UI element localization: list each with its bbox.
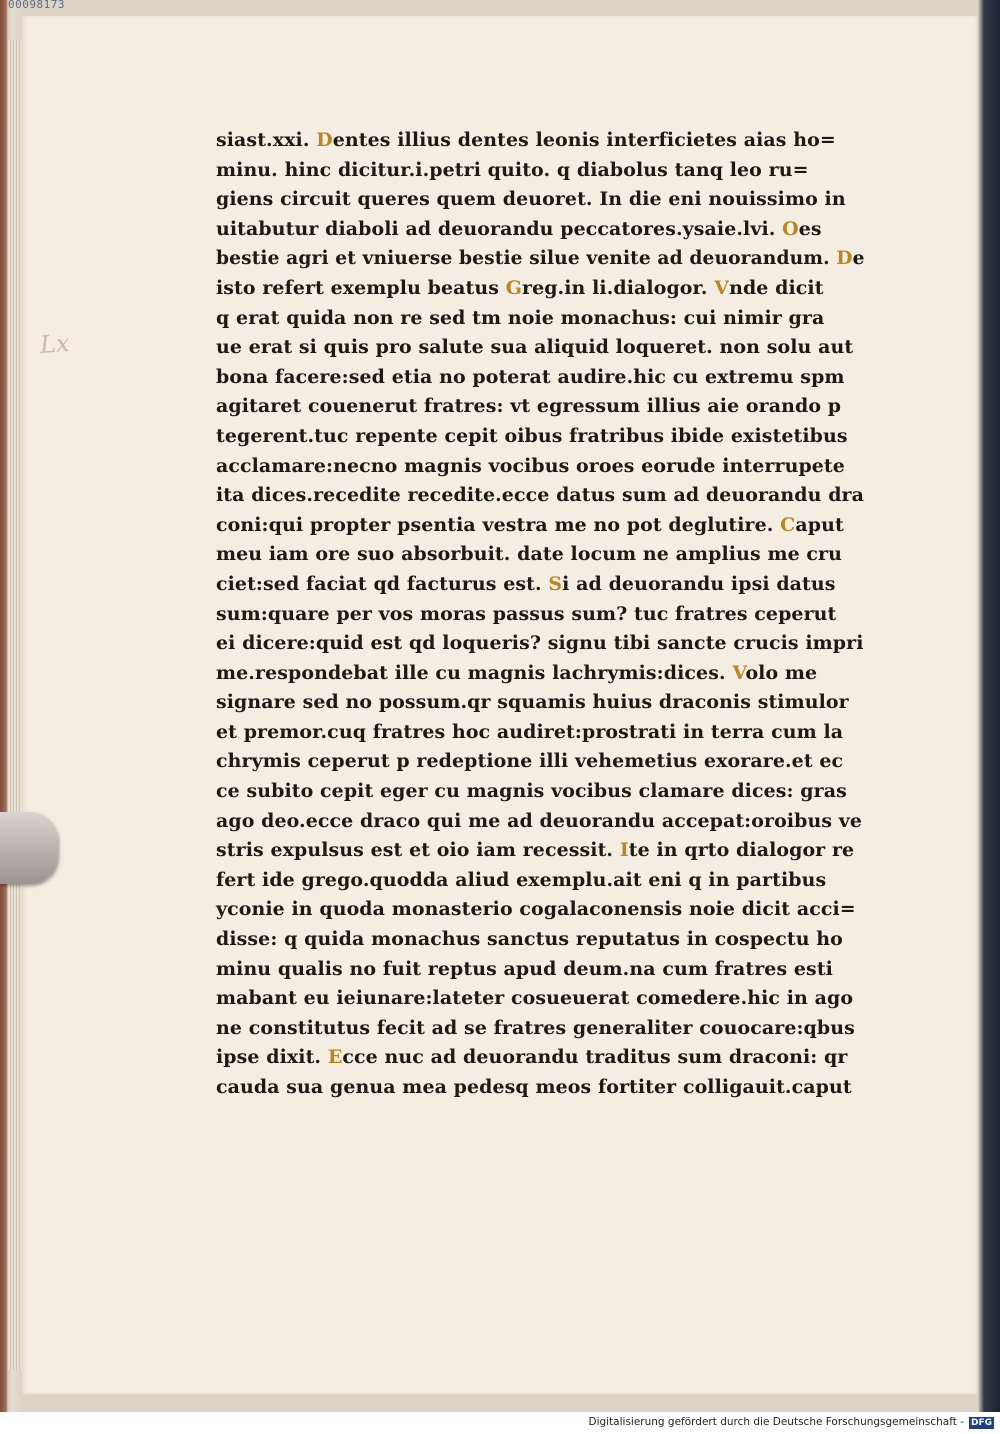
- text-segment: ei dicere:quid est qd loqueris? signu tibi sancte crucis impri: [216, 632, 864, 655]
- text-line: [216, 600, 864, 630]
- text-line: [216, 452, 864, 482]
- rubricated-initial: S: [548, 572, 563, 595]
- rubricated-initial: O: [782, 217, 799, 240]
- text-line: [216, 304, 864, 334]
- text-line: [216, 925, 864, 955]
- text-line: [216, 629, 864, 659]
- text-line: [216, 747, 864, 777]
- text-segment: giens circuit queres quem deuoret. In die eni nouissimo in: [216, 188, 846, 211]
- text-line: [216, 1043, 864, 1073]
- text-segment: es: [798, 217, 822, 240]
- text-segment: entes illius dentes leonis interficietes aias ho=: [332, 129, 836, 151]
- dfg-logo: DFG: [970, 1418, 992, 1428]
- text-line: [216, 807, 864, 837]
- text-line: [216, 777, 864, 807]
- text-line: [216, 895, 864, 925]
- text-segment: meu iam ore suo absorbuit. date locum ne amplius me cru: [216, 543, 843, 566]
- text-line: [216, 274, 864, 304]
- scan-id: 00098173: [8, 0, 65, 11]
- text-segment: inc dicitur.i.petri quito. q diabolus tanq leo ru=: [298, 158, 809, 181]
- text-segment: ita dices.recedite recedite.ecce datus sum ad deuorandu dra: [216, 484, 865, 507]
- text-line: [216, 244, 865, 274]
- text-segment: siast.xxi.: [216, 129, 317, 151]
- text-segment: minu qualis no fuit reptus apud deum.na cum fratres esti: [216, 957, 833, 980]
- rubricated-initial: V: [732, 661, 746, 684]
- text-line: [216, 333, 864, 363]
- text-segment: stris expulsus est et oio iam recessit.: [216, 839, 620, 862]
- text-segment: bona facere:sed etia no poterat audire.hic cu extremu spm: [216, 365, 845, 388]
- text-segment: ago deo.ecce draco qui me ad deuorandu accepat:oroibus ve: [216, 809, 863, 832]
- text-segment: chrymis ceperut p redeptione illi vehemetius exorare.et ec: [216, 750, 844, 773]
- text-segment: signare sed no possum.qr squamis huius draconis stimulor: [216, 691, 849, 714]
- text-segment: ue erat si quis pro salute sua aliquid loqueret. non solu aut: [216, 336, 854, 359]
- text-line: [216, 718, 864, 748]
- text-line: [216, 540, 864, 570]
- text-segment: minu.: [216, 158, 285, 181]
- text-segment: e: [852, 247, 865, 270]
- text-line: [216, 185, 864, 215]
- page-edges: [8, 40, 22, 1370]
- book-clasp: [0, 812, 58, 884]
- rubricated-initial: D: [836, 247, 853, 270]
- book-edge-right: [978, 0, 1000, 1412]
- text-segment: mabant eu ieiunare:lateter cosueuerat comedere.hic in ago: [216, 987, 854, 1010]
- footer-bar: [0, 1412, 1000, 1434]
- text-line: [216, 363, 864, 393]
- text-segment: reg.in li.dialogor.: [521, 276, 715, 299]
- text-segment: aput: [795, 513, 844, 536]
- text-line: [216, 126, 864, 156]
- text-line: [216, 481, 864, 511]
- text-line: [216, 511, 864, 541]
- text-segment: bestie agri et vniuerse bestie silue venite ad deuorandum.: [216, 247, 837, 270]
- text-line: [216, 836, 864, 866]
- text-line: [216, 955, 864, 985]
- rubricated-initial: G: [505, 276, 522, 299]
- text-segment: i ad deuorandu ipsi datus: [562, 572, 836, 595]
- text-segment: sum:quare per vos moras passus sum? tuc fratres ceperut: [216, 602, 837, 625]
- text-segment: q erat quida non re sed tm noie monachus: cui nimir gra: [216, 306, 825, 329]
- text-line: [216, 392, 864, 422]
- text-line: [216, 659, 864, 689]
- text-segment: isto refert exemplu beatus: [216, 276, 506, 299]
- text-segment: agitaret couenerut fratres: vt egressum illius aie orando p: [216, 395, 842, 418]
- text-segment: ne constitutus fecit ad se fratres generaliter couocare:qbus: [216, 1016, 855, 1039]
- text-line: [216, 422, 864, 452]
- rubricated-initial: V: [714, 276, 730, 299]
- footer-credit: Digitalisierung gefördert durch die Deutsche Forschungsgemeinschaft -: [588, 1416, 964, 1428]
- text-segment: ciet:sed faciat qd facturus est.: [216, 572, 549, 595]
- text-segment: me.respondebat ille cu magnis lachrymis:dices.: [216, 661, 733, 684]
- text-segment: et premor.cuq fratres hoc audiret:prostrati in terra cum la: [216, 720, 844, 743]
- rubricated-initial: C: [780, 513, 796, 536]
- margin-annotation: Lx: [39, 329, 71, 359]
- rubricated-initial: I: [619, 839, 629, 862]
- text-line: [216, 866, 864, 896]
- text-segment: yconie in quoda monasterio cogalaconensis noie dicit acci=: [216, 898, 856, 921]
- text-segment: ce subito cepit eger cu magnis vocibus clamare dices: gras: [216, 780, 847, 803]
- text-line: [216, 156, 864, 186]
- rubricated-initial: D: [316, 129, 333, 151]
- text-segment: olo me: [745, 661, 818, 684]
- text-segment: cauda sua genua mea pedesq meos fortiter colligauit.caput: [216, 1076, 852, 1098]
- text-segment: te in qrto dialogor re: [628, 839, 855, 862]
- text-line: [216, 984, 864, 1014]
- rubricated-initial: E: [327, 1046, 343, 1069]
- text-segment: fert ide grego.quodda aliud exemplu.ait eni q in partibus: [216, 868, 827, 891]
- incunabula-text-block: [216, 126, 866, 1103]
- text-segment: cce nuc ad deuorandu traditus sum draconi: qr: [342, 1046, 848, 1069]
- text-line: [216, 1073, 864, 1103]
- text-line: [216, 215, 864, 245]
- text-segment: h: [284, 158, 299, 181]
- text-segment: tegerent.tuc repente cepit oibus fratribus ibide existetibus: [216, 424, 848, 447]
- text-segment: nde dicit: [729, 276, 824, 299]
- text-line: [216, 570, 864, 600]
- text-line: [216, 688, 864, 718]
- text-segment: uitabutur diaboli ad deuorandu peccatores.ysaie.lvi.: [216, 217, 783, 240]
- text-segment: coni:qui propter psentia vestra me no pot deglutire.: [216, 513, 781, 536]
- text-line: [216, 1014, 864, 1044]
- text-segment: ipse dixit.: [216, 1046, 328, 1069]
- text-segment: acclamare:necno magnis vocibus oroes eorude interrupete: [216, 454, 845, 477]
- text-segment: disse: q quida monachus sanctus reputatus in cospectu ho: [216, 928, 843, 951]
